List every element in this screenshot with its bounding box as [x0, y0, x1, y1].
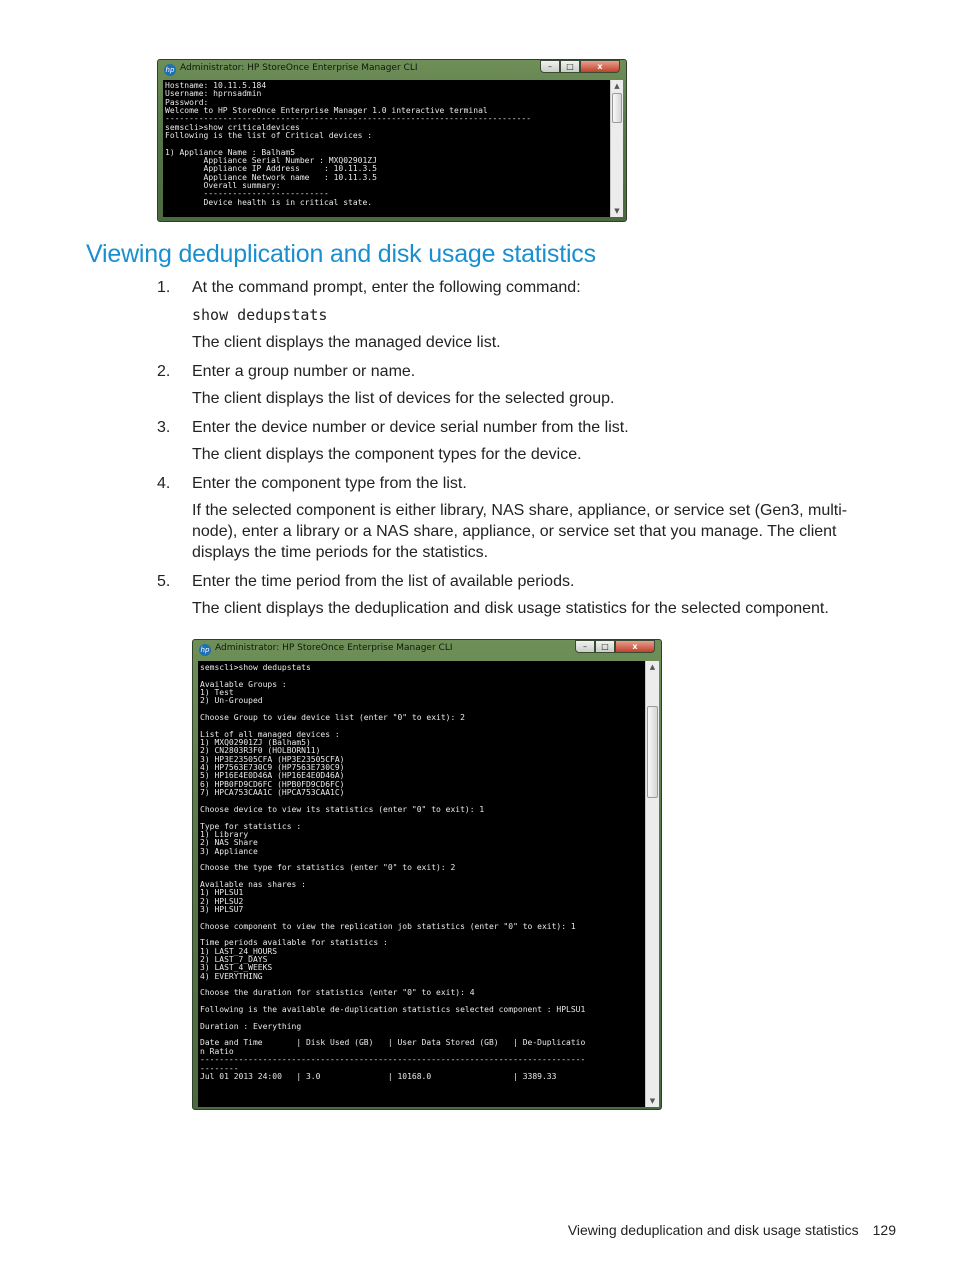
cli-window-dedupstats	[192, 639, 662, 1110]
page-footer	[568, 1222, 896, 1238]
command-code: show dedupstats	[192, 306, 328, 324]
step-result: The client displays the list of devices for the selected group.	[192, 390, 615, 407]
console-text: semscli>show dedupstats Available Groups : 1) Test 2) Un-Grouped Choose Group to view device list (enter "0" to exit): 2 List of all managed devices : 1) MXQ02901ZJ (Balham5) 2) CN2803R3F0 (HOLBORN11) 3) HP3E23505CFA (HP3E23505CFA) 4) HP7563E730C9 (HP7563E730C9) 5) HP16E4E0D46A (HP16E4E0D46A) 6) HPB0FD9CD6FC (HPB0FD9CD6FC) 7) HPCA753CAA1C (HPCA753CAA1C) Choose device to view its statistics (enter "0" to exit): 1 Type for statistics : 1) Library 2) NAS Share 3) Appliance Choose the type for statistics (enter "0" to exit): 2 Available nas shares : 1) HPLSU1 2) HPLSU2 3) HPLSU7 Choose component to view the replication job statistics (enter "0" to exit): 1 Time periods available for statistics : 1) LAST_24_HOURS 2) LAST_7_DAYS 3) LAST_4_WEEKS 4) EVERYTHING Choose the duration for statistics (enter "0" to exit): 4 Following is the available de-duplication statistics selected component : HPLSU1 Duration : Everything Date and Time | Disk Used (GB) | User Data Stored (GB) | De-Duplicatio n Ratio -------------------------------------------------------------------------------- -------- Jul 01 2013 24:00 | 3.0 | 10168.0 | 3389.33	[200, 663, 586, 1081]
step-text: Enter a group number or name.	[192, 363, 416, 380]
step-result: The client displays the managed device list.	[192, 334, 501, 351]
scroll-down-icon[interactable]: ▼	[614, 207, 620, 215]
minimize-icon[interactable]: –	[540, 60, 560, 73]
window-title: Administrator: HP StoreOnce Enterprise Manager CLI	[215, 643, 453, 653]
hp-logo-icon: hp	[165, 66, 175, 74]
vertical-scrollbar[interactable]	[645, 661, 659, 1107]
window-title: Administrator: HP StoreOnce Enterprise Manager CLI	[180, 63, 418, 73]
step-text: Enter the component type from the list.	[192, 475, 467, 492]
step-number: 2.	[157, 363, 171, 380]
cli-window-critical-devices	[157, 59, 627, 222]
vertical-scrollbar[interactable]	[610, 80, 623, 217]
step-text: Enter the device number or device serial number from the list.	[192, 419, 629, 436]
step-number: 1.	[157, 279, 171, 296]
step-number: 3.	[157, 419, 171, 436]
footer-title: Viewing deduplication and disk usage statistics	[567, 1222, 859, 1238]
console-output	[163, 80, 610, 217]
page-number: 129	[872, 1222, 896, 1238]
minimize-icon[interactable]: –	[575, 640, 595, 653]
step-number: 4.	[157, 475, 171, 492]
close-icon[interactable]: x	[580, 60, 620, 73]
step-text: Enter the time period from the list of available periods.	[192, 573, 575, 590]
step-number: 5.	[157, 573, 171, 590]
section-heading: Viewing deduplication and disk usage statistics	[86, 240, 596, 268]
step-result: The client displays the deduplication and disk usage statistics for the selected component.	[192, 600, 829, 617]
console-text: Hostname: 10.11.5.184 Username: hprnsadmin Password: Welcome to HP StoreOnce Enterprise Manager 1.0 interactive terminal ---------------------------------------------------------------------------- semscli>show criticaldevices Following is the list of Critical devices : 1) Appliance Name : Balham5 Appliance Serial Number : MXQ02901ZJ Appliance IP Address : 10.11.3.5 Appliance Network name : 10.11.3.5 Overall summary: -------------------------- Device health is in critical state.	[165, 81, 532, 207]
maximize-icon[interactable]: □	[595, 640, 615, 653]
maximize-icon[interactable]: □	[560, 60, 580, 73]
window-titlebar	[158, 60, 626, 80]
step-text: At the command prompt, enter the following command:	[192, 279, 581, 296]
scroll-down-icon[interactable]: ▼	[649, 1097, 656, 1105]
hp-logo-icon: hp	[200, 646, 210, 654]
window-controls	[540, 60, 620, 73]
scroll-up-icon[interactable]: ▲	[649, 663, 656, 671]
step-result: If the selected component is either library, NAS share, appliance, or service set (Gen3, multi-node), enter a library or a NAS share, appliance, or service set that you manage. The client displays the time periods for the statistics.	[192, 502, 848, 561]
step-result: The client displays the component types for the device.	[192, 446, 582, 463]
window-titlebar	[193, 640, 661, 660]
scroll-thumb[interactable]	[647, 706, 658, 798]
console-output	[198, 661, 645, 1107]
window-controls	[575, 640, 655, 653]
scroll-thumb[interactable]	[612, 93, 622, 123]
close-icon[interactable]: x	[615, 640, 655, 653]
scroll-up-icon[interactable]: ▲	[614, 82, 620, 90]
